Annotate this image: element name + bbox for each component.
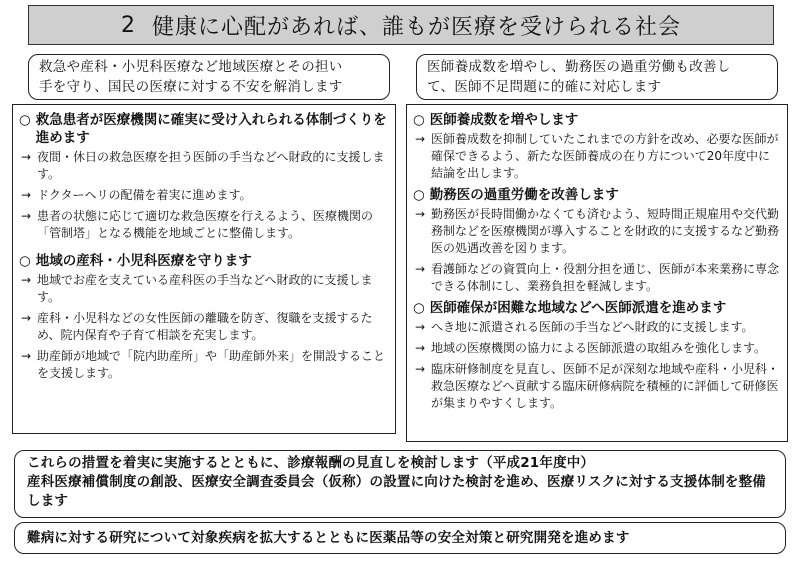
right-section-1-point-1: → 医師養成数を抑制していたこれまでの方針を改め、必要な医師が確保できるよう、新たな医師養成の在り方について20年度中に結論を出します。 bbox=[415, 132, 779, 180]
measures-line-1: これらの措置を着実に実施するとともに、診療報酬の見直しを検討します（平成21年度中） bbox=[27, 455, 595, 471]
measures-summary-box bbox=[14, 450, 786, 518]
right-section-3-heading: ○ 医師確保が困難な地域などへ医師派遣を進めます bbox=[413, 300, 727, 316]
left-section-2-point-3: → 助産師が地域で「院内助産所」や「助産師外来」を開設することを支援します。 bbox=[21, 349, 386, 380]
right-section-2-point-2: → 看護師などの資質向上・役割分担を通じ、医師が本来業務に専念できる体制にし、業務負担を軽減します。 bbox=[415, 262, 780, 293]
arrow-icon: → bbox=[415, 320, 426, 334]
title-text: 健康に心配があれば、誰もが医療を受けられる社会 bbox=[151, 14, 681, 40]
left-section-1-point-3: → 患者の状態に応じて適切な救急医療を行えるよう、医療機関の「管制塔」となる機能を地域ごとに整備します。 bbox=[21, 209, 374, 240]
arrow-icon: → bbox=[21, 311, 32, 325]
left-section-2-point-1: → 地域でお産を支えている産科医の手当などへ財政的に支援します。 bbox=[21, 273, 373, 304]
left-section-1-heading: ○ 救急患者が医療機関に確実に受け入れられる体制づくりを進めます bbox=[19, 112, 387, 146]
right-section-2-point-1: → 勤務医が長時間働かなくても済むよう、短時間正規雇用や交代勤務制などを医療機関が導入することを財政的に支援するなど勤務医の処遇改善を図ります。 bbox=[415, 207, 780, 255]
circle-bullet: ○ bbox=[413, 300, 425, 316]
left-summary-box bbox=[28, 54, 390, 100]
arrow-icon: → bbox=[415, 132, 426, 146]
measures-line-2: 産科医療補償制度の創設、医療安全調査委員会（仮称）の設置に向けた検討を進め、医療リスクに対する支援体制を整備します bbox=[27, 474, 766, 509]
right-section-2-heading: ○ 勤務医の過重労働を改善します bbox=[413, 187, 619, 203]
right-section-3-point-2: → 地域の医療機関の協力による医師派遣の取組みを強化します。 bbox=[415, 341, 767, 355]
right-summary-line-2: て、医師不足問題に的確に対応します bbox=[427, 79, 662, 95]
right-summary-box bbox=[416, 54, 778, 100]
arrow-icon: → bbox=[21, 209, 32, 223]
right-section-3-point-3: → 臨床研修制度を見直し、医師不足が深刻な地域や産科・小児科・救急医療などへ貢献する臨床研修病院を積極的に評価して研修医が集まりやすくします。 bbox=[415, 362, 780, 410]
left-detail-box bbox=[12, 104, 396, 434]
arrow-icon: → bbox=[21, 273, 32, 287]
arrow-icon: → bbox=[415, 262, 426, 276]
left-summary-line-1: 救急や産科・小児科医療など地域医療とその担い bbox=[39, 59, 343, 75]
arrow-icon: → bbox=[415, 362, 426, 376]
left-section-2-point-2: → 産科・小児科などの女性医師の離職を防ぎ、復職を支援するため、院内保育や子育て相談を充実します。 bbox=[21, 311, 373, 342]
right-section-3-point-1: → へき地に派遣される医師の手当などへ財政的に支援します。 bbox=[415, 320, 754, 334]
arrow-icon: → bbox=[21, 150, 32, 164]
circle-bullet: ○ bbox=[19, 253, 31, 269]
right-summary-line-1: 医師養成数を増やし、勤務医の過重労働も改善し bbox=[427, 59, 731, 75]
circle-bullet: ○ bbox=[413, 187, 425, 203]
left-section-1-point-1: → 夜間・休日の救急医療を担う医師の手当などへ財政的に支援します。 bbox=[21, 150, 385, 181]
circle-bullet: ○ bbox=[19, 112, 31, 128]
title-number: 2 bbox=[120, 12, 136, 38]
page-title bbox=[28, 5, 774, 45]
arrow-icon: → bbox=[21, 349, 32, 363]
circle-bullet: ○ bbox=[413, 112, 425, 128]
left-section-2-heading: ○ 地域の産科・小児科医療を守ります bbox=[19, 253, 252, 269]
right-detail-box bbox=[406, 104, 788, 442]
arrow-icon: → bbox=[415, 207, 426, 221]
research-box bbox=[14, 522, 786, 554]
left-section-1-point-2: → ドクターヘリの配備を着実に進めます。 bbox=[21, 188, 252, 202]
right-section-1-heading: ○ 医師養成数を増やします bbox=[413, 112, 579, 128]
left-summary-line-2: 手を守り、国民の医療に対する不安を解消します bbox=[39, 79, 343, 95]
arrow-icon: → bbox=[21, 188, 32, 202]
arrow-icon: → bbox=[415, 341, 426, 355]
research-text: 難病に対する研究について対象疾病を拡大するとともに医薬品等の安全対策と研究開発を進めます bbox=[27, 529, 630, 546]
